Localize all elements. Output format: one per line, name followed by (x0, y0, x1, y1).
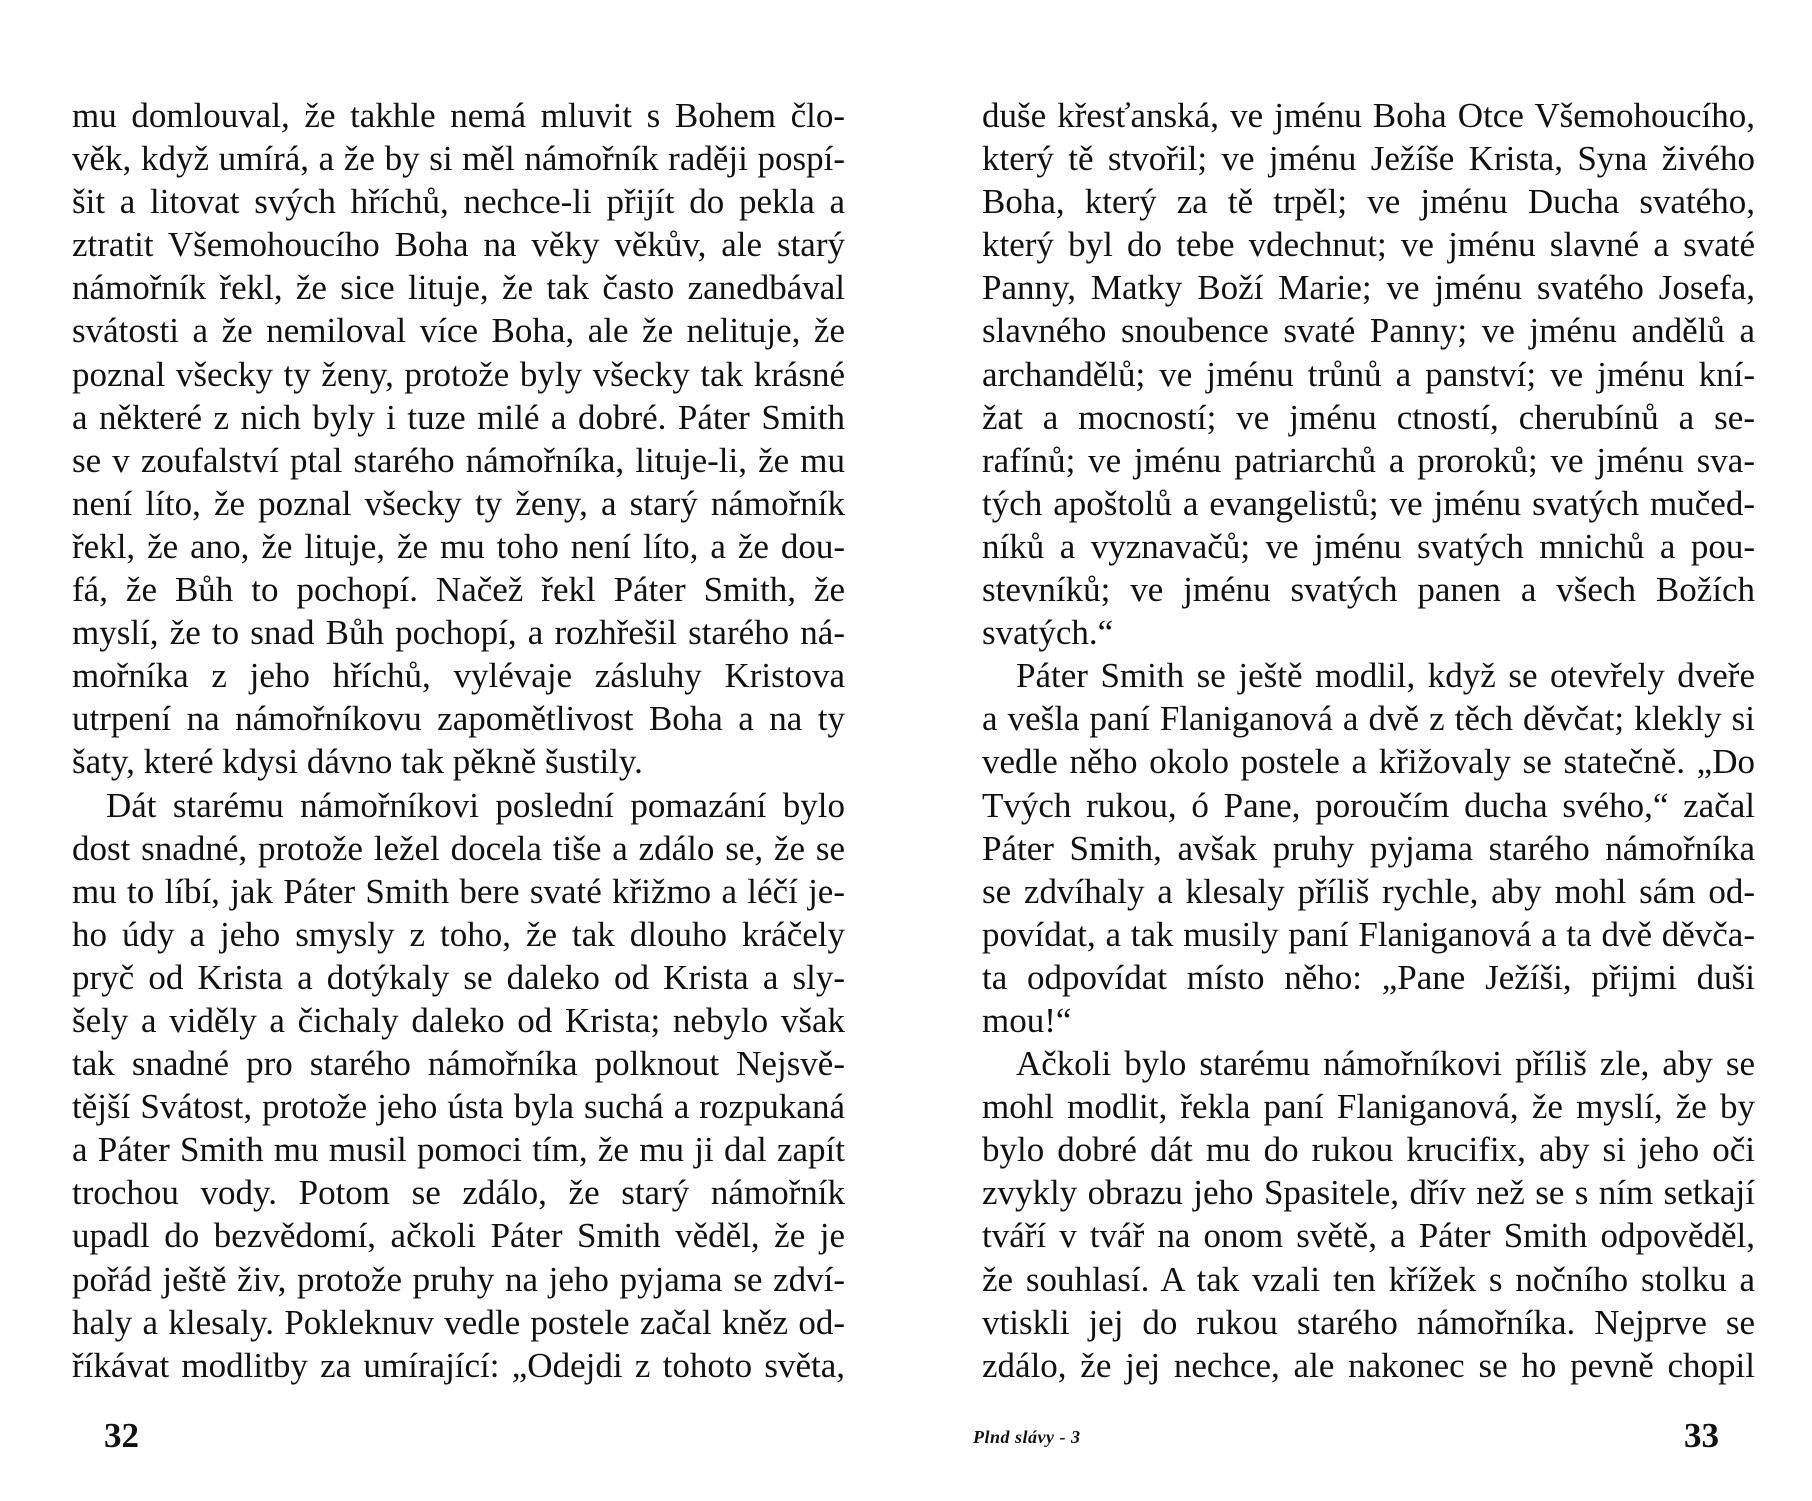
left-line-24: tější Svátost, protože jeho ústa byla suchá a rozpukaná (72, 1087, 845, 1127)
right-line-8: žat a mocností; ve jménu ctností, cherubínů a se- (982, 397, 1755, 437)
right-line-5: Panny, Matky Boží Marie; ve jménu svatého Josefa, (982, 268, 1755, 308)
right-line-20: povídat, a tak musily paní Flaniganová a ta dvě děvča- (982, 914, 1755, 954)
left-line-14: mořníka z jeho hříchů, vylévaje zásluhy Kristova (72, 656, 845, 696)
right-line-4: který byl do tebe vdechnut; ve jménu slavné a svaté (982, 225, 1755, 265)
right-line-18: Páter Smith, avšak pruhy pyjama starého námořníka (982, 828, 1755, 868)
right-line-6: slavného snoubence svaté Panny; ve jménu andělů a (982, 311, 1755, 351)
left-line-1: mu domlouval, že takhle nemá mluvit s Bohem člo- (72, 96, 845, 135)
left-line-3: šit a litovat svých hříchů, nechce-li přijít do pekla a (72, 182, 845, 222)
right-line-1: duše křesťanská, ve jménu Boha Otce Všemohoucího, (982, 96, 1755, 135)
right-line-27: tváří v tvář na onom světě, a Páter Smith odpověděl, (982, 1216, 1755, 1256)
left-line-25: a Páter Smith mu musil pomoci tím, že mu ji dal zapít (72, 1130, 845, 1170)
left-line-9: se v zoufalství ptal starého námořníka, lituje-li, že mu (72, 440, 845, 480)
right-line-14: Páter Smith se ještě modlil, když se otevřely dveře (1016, 656, 1755, 696)
left-line-28: pořád ještě živ, protože pruhy na jeho pyjama se zdví- (72, 1259, 845, 1299)
right-line-2: který tě stvořil; ve jménu Ježíše Krista, Syna živého (982, 139, 1755, 179)
left-line-21: pryč od Krista a dotýkaly se daleko od Krista a sly- (72, 957, 845, 997)
left-line-26: trochou vody. Potom se zdálo, že starý námořník (72, 1173, 845, 1213)
left-line-18: dost snadné, protože ležel docela tiše a zdálo se, že se (72, 828, 845, 868)
left-line-27: upadl do bezvědomí, ačkoli Páter Smith věděl, že je (72, 1216, 845, 1256)
right-line-10: tých apoštolů a evangelistů; ve jménu svatých mučed- (982, 483, 1755, 523)
left-line-7: poznal všecky ty ženy, protože byly všecky tak krásné (72, 354, 845, 394)
left-line-10: není líto, že poznal všecky ty ženy, a starý námořník (72, 483, 845, 523)
left-line-16: šaty, které kdysi dávno tak pěkně šustily. (72, 742, 643, 782)
page-number-left: 32 (104, 1416, 139, 1455)
left-line-5: námořník řekl, že sice lituje, že tak často zanedbával (72, 268, 845, 308)
left-line-23: tak snadné pro starého námořníka polknout Nejsvě- (72, 1044, 845, 1084)
right-page (906, 0, 1812, 1501)
right-line-9: rafínů; ve jménu patriarchů a proroků; ve jménu sva- (982, 440, 1755, 480)
left-line-15: utrpení na námořníkovu zapomětlivost Boha a na ty (72, 699, 845, 739)
right-line-13: svatých.“ (982, 613, 1114, 653)
left-line-2: věk, když umírá, a že by si měl námořník raději pospí- (72, 139, 845, 179)
right-line-17: Tvých rukou, ó Pane, poroučím ducha svého,“ začal (982, 785, 1755, 825)
right-line-26: zvykly obrazu jeho Spasitele, dřív než se s ním setkají (982, 1173, 1755, 1213)
left-line-12: fá, že Bůh to pochopí. Načež řekl Páter Smith, že (72, 570, 845, 610)
right-line-30: zdálo, že jej nechce, ale nakonec se ho pevně chopil (982, 1345, 1755, 1385)
right-line-7: archandělů; ve jménu trůnů a panství; ve jménu kní- (982, 354, 1755, 394)
left-line-8: a některé z nich byly i tuze milé a dobré. Páter Smith (72, 397, 845, 437)
left-line-30: říkávat modlitby za umírající: „Odejdi z tohoto světa, (72, 1345, 845, 1385)
right-line-12: stevníků; ve jménu svatých panen a všech Božích (982, 570, 1755, 610)
right-line-15: a vešla paní Flaniganová a dvě z těch děvčat; klekly si (982, 699, 1755, 739)
left-page-text (72, 94, 845, 1387)
right-line-25: bylo dobré dát mu do rukou krucifix, aby si jeho oči (982, 1130, 1755, 1170)
right-line-24: mohl modlit, řekla paní Flaniganová, že myslí, že by (982, 1087, 1755, 1127)
signature-mark: Plnd slávy - 3 (973, 1427, 1081, 1447)
right-line-19: se zdvíhaly a klesaly příliš rychle, aby mohl sám od- (982, 871, 1755, 911)
right-line-11: níků a vyznavačů; ve jménu svatých mnichů a pou- (982, 526, 1755, 566)
right-line-16: vedle něho okolo postele a křižovaly se statečně. „Do (982, 742, 1755, 782)
right-line-3: Boha, který za tě trpěl; ve jménu Ducha svatého, (982, 182, 1755, 222)
right-page-text (982, 94, 1755, 1387)
left-line-4: ztratit Všemohoucího Boha na věky věkův, ale starý (72, 225, 845, 265)
left-line-20: ho údy a jeho smysly z toho, že tak dlouho kráčely (72, 914, 845, 954)
left-line-11: řekl, že ano, že lituje, že mu toho není líto, a že dou- (72, 526, 845, 566)
left-line-6: svátosti a že nemiloval více Boha, ale že nelituje, že (72, 311, 845, 351)
left-line-29: haly a klesaly. Pokleknuv vedle postele začal kněz od- (72, 1302, 845, 1342)
right-line-21: ta odpovídat místo něho: „Pane Ježíši, přijmi duši (982, 957, 1755, 997)
right-line-28: že souhlasí. A tak vzali ten křížek s nočního stolku a (982, 1259, 1755, 1299)
left-line-17: Dát starému námořníkovi poslední pomazání bylo (106, 785, 845, 825)
right-line-23: Ačkoli bylo starému námořníkovi příliš zle, aby se (1016, 1044, 1755, 1084)
left-line-19: mu to líbí, jak Páter Smith bere svaté křižmo a léčí je- (72, 871, 845, 911)
left-line-13: myslí, že to snad Bůh pochopí, a rozhřešil starého ná- (72, 613, 845, 653)
page-number-right: 33 (1684, 1416, 1719, 1455)
left-line-22: šely a viděly a čichaly daleko od Krista; nebylo však (72, 1000, 845, 1040)
right-line-29: vtiskli jej do rukou starého námořníka. Nejprve se (982, 1302, 1755, 1342)
right-line-22: mou!“ (982, 1000, 1072, 1040)
